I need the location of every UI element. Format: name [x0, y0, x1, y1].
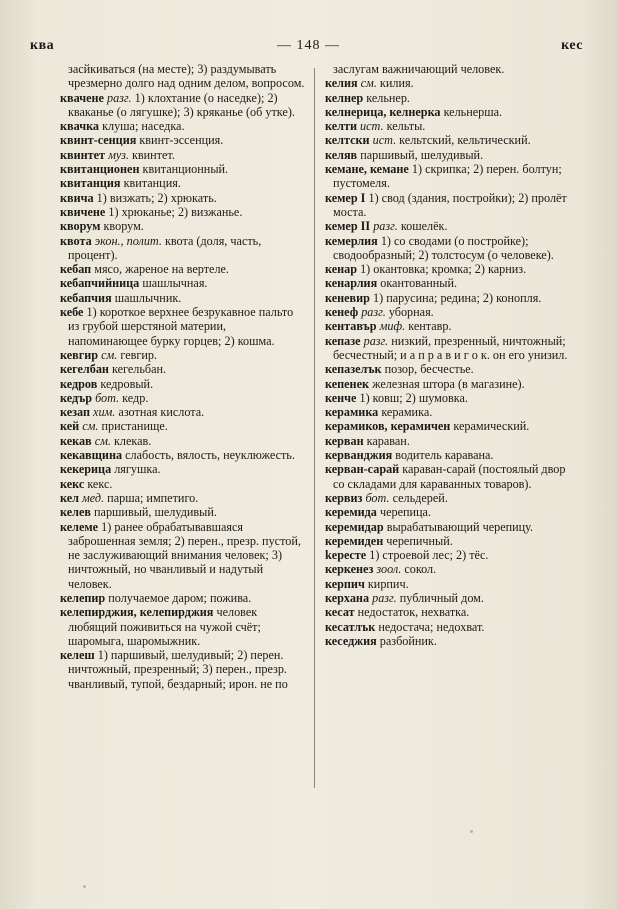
dictionary-entry: [325, 462, 577, 491]
dictionary-entry: [60, 62, 306, 91]
entry-headword: келепир: [60, 590, 106, 605]
entry-headword: керпич: [325, 576, 365, 591]
dictionary-entry: [60, 119, 306, 133]
entry-translation: паршивый, шелудивый.: [94, 505, 217, 520]
entry-translation: кельнерша.: [443, 104, 503, 119]
entry-translation: черепица.: [379, 505, 432, 520]
entry-translation: человек любящий поживиться на чужой счёт; шаромыга, шаромыжник.: [68, 605, 261, 648]
entry-translation: пристанище.: [101, 419, 168, 434]
entry-translation: кекс.: [87, 476, 113, 491]
entry-translation: кентавр.: [408, 319, 452, 334]
entry-headword: квитанция: [60, 176, 121, 191]
dictionary-entry: [325, 262, 577, 276]
dictionary-entry: [325, 319, 577, 333]
dictionary-entry: [325, 534, 577, 548]
dictionary-entry: [60, 477, 306, 491]
entry-label: муз.: [108, 147, 129, 162]
entry-translation: окантованный.: [380, 276, 458, 291]
entry-translation: 1) ковш; 2) шумовка.: [359, 390, 468, 405]
entry-translation: недостаток, нехватка.: [357, 605, 470, 620]
entry-headword: кворум: [60, 219, 101, 234]
entry-translation: лягушка.: [114, 462, 161, 477]
entry-translation: уборная.: [388, 305, 434, 320]
entry-headword: кепазе: [325, 333, 361, 348]
dictionary-entry: [60, 91, 306, 120]
entry-label: ист.: [360, 119, 384, 134]
dictionary-entry: [60, 605, 306, 648]
entry-translation: караван.: [366, 433, 410, 448]
entry-headword: кевгир: [60, 347, 99, 362]
entry-label: разг.: [361, 305, 386, 320]
entry-translation: сельдерей.: [392, 490, 448, 505]
entry-translation: позор, бесчестье.: [384, 362, 474, 377]
entry-translation: кворум.: [103, 219, 144, 234]
entry-headword: керемиден: [325, 533, 384, 548]
dictionary-entry: [60, 276, 306, 290]
entry-headword: кеседжия: [325, 633, 377, 648]
entry-label: экон., полит.: [94, 233, 162, 248]
entry-headword: кенеф: [325, 305, 359, 320]
entry-translation: шашлычник.: [114, 290, 182, 305]
entry-headword: кентавър: [325, 319, 377, 334]
entry-translation: 1) визжать; 2) хрюкать.: [96, 190, 217, 205]
entry-headword: керамиков, керамичен: [325, 419, 451, 434]
entry-translation: кельты.: [386, 119, 426, 134]
entry-translation: керамика.: [381, 405, 433, 420]
entry-label: миф.: [379, 319, 406, 334]
entry-headword: керкенез: [325, 562, 374, 577]
dictionary-entry: [325, 76, 577, 90]
dictionary-entry: [60, 591, 306, 605]
entry-headword: кебе: [60, 305, 84, 320]
dictionary-entry: [325, 591, 577, 605]
entry-translation: кельтский, кельтический.: [399, 133, 531, 148]
entry-label: см.: [360, 76, 377, 91]
entry-headword: кемане, кеманe: [325, 162, 409, 177]
entry-translation: квитанционный.: [142, 162, 229, 177]
dictionary-entry: [325, 305, 577, 319]
paper-speck: [470, 830, 473, 833]
dictionary-entry: [60, 505, 306, 519]
entry-translation: низкий, презренный, ничтожный; бесчестный; и а п р а в и г о к. он его унизил.: [333, 333, 568, 362]
dictionary-entry: [60, 391, 306, 405]
entry-translation: 1) парусина; рединa; 2) конопля.: [373, 290, 542, 305]
dictionary-entry: [325, 419, 577, 433]
dictionary-entry: [60, 348, 306, 362]
entry-translation: клекав.: [113, 433, 152, 448]
dictionary-entry: [325, 362, 577, 376]
entry-headword: кедров: [60, 376, 98, 391]
entry-translation: 1) строевой лес; 2) тёс.: [369, 548, 489, 563]
entry-headword: кемер I: [325, 190, 366, 205]
entry-headword: керхана: [325, 590, 370, 605]
entry-translation: сокол.: [404, 562, 437, 577]
dictionary-entry: [60, 219, 306, 233]
dictionary-entry: [325, 620, 577, 634]
entry-headword: квинтет: [60, 147, 106, 162]
entry-translation: кирпич.: [367, 576, 409, 591]
entry-headword: келнер: [325, 90, 364, 105]
entry-headword: кепенек: [325, 376, 370, 391]
entry-label: бот.: [365, 490, 390, 505]
dictionary-entry: [325, 191, 577, 220]
entry-translation: квота (доля, часть, процент).: [68, 233, 262, 262]
entry-translation: кедр.: [122, 390, 149, 405]
dictionary-entry: [60, 305, 306, 348]
dictionary-entry: [325, 162, 577, 191]
entry-headword: келепирджия, келепирджия: [60, 605, 214, 620]
entry-translation: паршивый, шелудивый.: [360, 147, 484, 162]
entry-label: см.: [101, 347, 118, 362]
dictionary-entry: [325, 291, 577, 305]
entry-headword: керемида: [325, 505, 377, 520]
dictionary-entry: [60, 291, 306, 305]
entry-headword: кенарлия: [325, 276, 378, 291]
dictionary-entry: [60, 162, 306, 176]
entry-label: разг.: [106, 90, 132, 105]
dictionary-entry: [60, 405, 306, 419]
dictionary-entry: [325, 634, 577, 648]
entry-translation: вырабатывающий черепицу.: [386, 519, 534, 534]
entry-headword: квачене: [60, 90, 104, 105]
dictionary-entry: [325, 62, 577, 76]
dictionary-entry: [325, 548, 577, 562]
column-divider: [314, 68, 315, 788]
dictionary-entry: [60, 133, 306, 147]
dictionary-entry: [60, 362, 306, 376]
entry-headword: кесат: [325, 605, 355, 620]
entry-headword: квинт-сенция: [60, 133, 137, 148]
entry-headword: келев: [60, 505, 91, 520]
entry-headword: кемер II: [325, 219, 371, 234]
entry-headword: келти: [325, 119, 357, 134]
entry-headword: керван: [325, 433, 364, 448]
entry-translation: слабость, вялость, неуклюжесть.: [125, 448, 295, 463]
right-running-headword: кес: [561, 38, 583, 53]
dictionary-entry: [325, 276, 577, 290]
entry-headword: квачка: [60, 119, 100, 134]
entry-translation: кельнер.: [366, 90, 410, 105]
entry-headword: kepecте: [325, 548, 367, 563]
dictionary-entry: [60, 148, 306, 162]
entry-label: бот.: [95, 390, 120, 405]
dictionary-entry: [60, 262, 306, 276]
page-header: [0, 38, 617, 58]
entry-translation: 1) скрипка; 2) перен. болтун; пустомеля.: [333, 162, 562, 191]
entry-translation: недостача; недохват.: [378, 619, 485, 634]
entry-headword: кенчe: [325, 390, 357, 405]
entry-headword: керванджия: [325, 448, 393, 463]
entry-headword: квота: [60, 233, 92, 248]
entry-translation: мясо, жареное на вертеле.: [94, 262, 229, 277]
entry-translation: керамический.: [453, 419, 530, 434]
paper-speck: [83, 885, 86, 888]
entry-headword: кебапчийница: [60, 276, 140, 291]
entry-headword: кеневир: [325, 290, 370, 305]
entry-label: разг.: [363, 333, 389, 348]
dictionary-entry: [325, 133, 577, 147]
entry-headword: келеме: [60, 519, 99, 534]
dictionary-entry: [60, 520, 306, 591]
dictionary-entry: [325, 148, 577, 162]
entry-translation: разбойник.: [379, 633, 437, 648]
dictionary-entry: [325, 605, 577, 619]
dictionary-entry: [325, 391, 577, 405]
dictionary-entry: [325, 405, 577, 419]
entry-translation: 1) со сводами (о постройке); сводообразный; 2) толстосум (о человеке).: [333, 233, 554, 262]
entry-headword: кей: [60, 419, 80, 434]
entry-headword: кервиз: [325, 490, 363, 505]
entry-translation: килия.: [379, 76, 414, 91]
entry-translation: караван-сарай (постоялый двор со складами для караванных товаров).: [333, 462, 566, 491]
entry-headword: келеш: [60, 648, 95, 663]
entry-translation: клуша; наседка.: [102, 119, 185, 134]
entry-label: разг.: [373, 219, 398, 234]
dictionary-entry: [60, 419, 306, 433]
entry-headword: кебап: [60, 262, 92, 277]
right-column: [325, 62, 577, 648]
dictionary-entry: [325, 577, 577, 591]
dictionary-entry: [325, 234, 577, 263]
dictionary-entry: [60, 191, 306, 205]
dictionary-entry: [325, 448, 577, 462]
entry-label: см.: [94, 433, 111, 448]
entry-translation: квитанция.: [123, 176, 181, 191]
entry-headword: кенар: [325, 262, 358, 277]
entry-translation: водитель каравана.: [395, 448, 494, 463]
dictionary-entry: [60, 234, 306, 263]
entry-translation: публичный дом.: [399, 590, 484, 605]
entry-translation: кедровый.: [100, 376, 154, 391]
dictionary-entry: [325, 219, 577, 233]
entry-translation: заслугам важничающий человек.: [333, 62, 505, 76]
dictionary-entry: [325, 434, 577, 448]
entry-translation: получаемое даром; пожива.: [108, 590, 252, 605]
entry-headword: керван-сарай: [325, 462, 400, 477]
entry-translation: квинт-эссенция.: [139, 133, 224, 148]
dictionary-entry: [325, 377, 577, 391]
entry-headword: кесатлък: [325, 619, 376, 634]
entry-translation: засйкиваться (на месте); 3) раздумывать чрезмерно долго над одним делом, вопросом.: [68, 62, 305, 91]
dictionary-entry: [60, 434, 306, 448]
entry-headword: кемерлия: [325, 233, 378, 248]
dictionary-entry: [60, 462, 306, 476]
dictionary-entry: [325, 562, 577, 576]
entry-headword: квичене: [60, 204, 106, 219]
entry-translation: азотная кислота.: [118, 405, 205, 420]
dictionary-entry: [60, 377, 306, 391]
entry-headword: кекавщина: [60, 448, 123, 463]
entry-headword: кел: [60, 490, 79, 505]
dictionary-entry: [60, 491, 306, 505]
entry-translation: кегельбан.: [112, 362, 167, 377]
entry-label: см.: [82, 419, 99, 434]
entry-headword: кезап: [60, 405, 90, 420]
entry-headword: квитанционен: [60, 162, 140, 177]
dictionary-entry: [325, 91, 577, 105]
entry-headword: келтски: [325, 133, 370, 148]
left-running-headword: ква: [30, 38, 55, 53]
entry-translation: квинтет.: [131, 147, 175, 162]
dictionary-entry: [60, 648, 306, 691]
entry-headword: кекерица: [60, 462, 112, 477]
entry-translation: парша; импетиго.: [107, 490, 199, 505]
entry-translation: 1) короткое верхнее безрукавное пальто из грубой шерстяной материи, напоминающее бурку горцев; 2) кошма.: [68, 305, 294, 348]
dictionary-entry: [60, 205, 306, 219]
entry-translation: 1) клохтание (о наседке); 2) кваканье (о лягушке); 3) кряканье (об утке).: [68, 90, 295, 119]
entry-translation: 1) хрюканье; 2) визжанье.: [108, 204, 243, 219]
entry-label: зоол.: [376, 562, 402, 577]
entry-headword: кебапчия: [60, 290, 112, 305]
entry-headword: кекс: [60, 476, 85, 491]
dictionary-entry: [325, 491, 577, 505]
dictionary-entry: [325, 520, 577, 534]
dictionary-entry: [325, 105, 577, 119]
left-column: [60, 62, 306, 691]
entry-headword: келнерица, келнерка: [325, 104, 441, 119]
entry-translation: 1) паршивый, шелудивый; 2) перен. ничтожный, презренный; 3) перен., презр. чванливый, тупой, бездарный; ирон. не по: [68, 648, 288, 691]
entry-headword: кекав: [60, 433, 92, 448]
entry-translation: шашлычная.: [142, 276, 208, 291]
entry-translation: 1) ранее обрабатывавшаяся заброшенная земля; 2) перен., презр. пустой, не заслуживающий внимания человек; 3) ничтожный, но чванливый и надутый человек.: [68, 519, 301, 591]
entry-headword: келяв: [325, 147, 358, 162]
dictionary-entry: [60, 448, 306, 462]
dictionary-entry: [60, 176, 306, 190]
entry-translation: кошелёк.: [400, 219, 448, 234]
entry-label: ист.: [372, 133, 397, 148]
entry-headword: керемидар: [325, 519, 384, 534]
entry-headword: келия: [325, 76, 358, 91]
entry-label: хим.: [93, 405, 116, 420]
entry-translation: 1) свод (здания, постройки); 2) пролёт моста.: [333, 190, 567, 219]
entry-label: мед.: [82, 490, 105, 505]
entry-translation: 1) окантовка; кромка; 2) карниз.: [360, 262, 527, 277]
entry-headword: квича: [60, 190, 94, 205]
dictionary-entry: [325, 505, 577, 519]
entry-translation: гевгир.: [120, 347, 158, 362]
entry-headword: кегелбан: [60, 362, 109, 377]
entry-translation: черепичный.: [386, 533, 453, 548]
entry-headword: кепазелък: [325, 362, 382, 377]
entry-headword: керамика: [325, 405, 379, 420]
entry-headword: кедър: [60, 390, 93, 405]
page-number: — 148 —: [277, 38, 340, 53]
entry-label: разг.: [372, 590, 397, 605]
dictionary-entry: [325, 334, 577, 363]
entry-translation: железная штора (в магазине).: [372, 376, 525, 391]
dictionary-entry: [325, 119, 577, 133]
